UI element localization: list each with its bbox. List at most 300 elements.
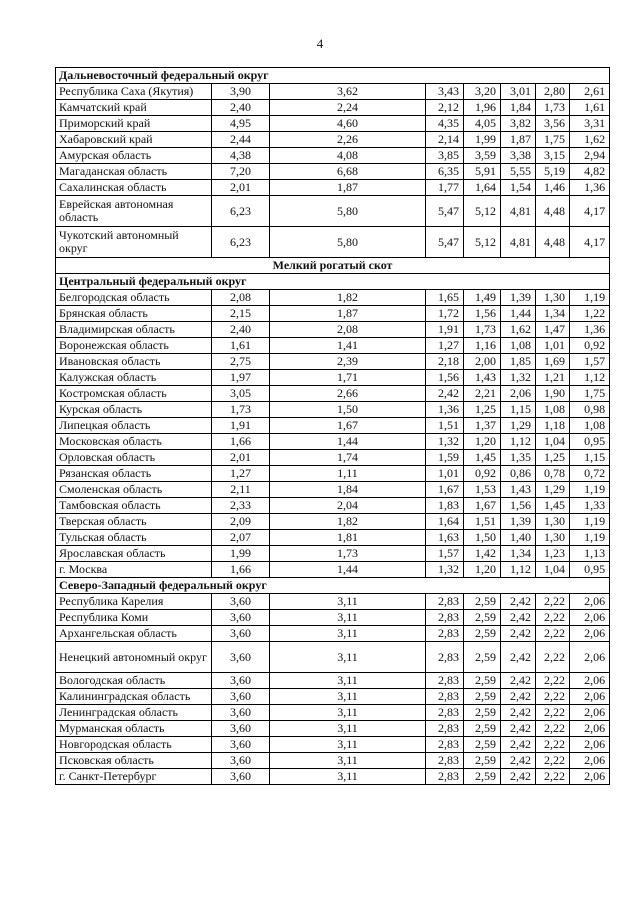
value-cell: 2,06	[570, 737, 610, 753]
value-cell: 2,42	[501, 721, 536, 737]
value-cell: 2,42	[501, 673, 536, 689]
value-cell: 2,59	[464, 769, 501, 785]
value-cell: 1,45	[536, 498, 570, 514]
value-cell: 2,06	[570, 753, 610, 769]
value-cell: 3,11	[270, 594, 426, 610]
table-body	[56, 68, 610, 785]
value-cell: 1,04	[536, 434, 570, 450]
value-cell: 2,83	[426, 737, 464, 753]
region-name: Белгородская область	[56, 290, 212, 306]
value-cell: 1,51	[464, 514, 501, 530]
value-cell: 3,60	[212, 737, 270, 753]
region-name: Воронежская область	[56, 338, 212, 354]
value-cell: 2,80	[536, 84, 570, 100]
value-cell: 5,19	[536, 164, 570, 180]
value-cell: 2,42	[501, 753, 536, 769]
value-cell: 1,08	[501, 338, 536, 354]
region-name: Костромская область	[56, 386, 212, 402]
table-row	[56, 338, 610, 354]
value-cell: 2,18	[426, 354, 464, 370]
value-cell: 1,18	[536, 418, 570, 434]
value-cell: 1,87	[501, 132, 536, 148]
value-cell: 2,22	[536, 689, 570, 705]
value-cell: 1,56	[501, 498, 536, 514]
region-name: г. Санкт-Петербург	[56, 769, 212, 785]
value-cell: 2,59	[464, 673, 501, 689]
value-cell: 2,22	[536, 721, 570, 737]
value-cell: 3,11	[270, 673, 426, 689]
value-cell: 1,47	[536, 322, 570, 338]
section-header-row	[56, 274, 610, 290]
value-cell: 2,06	[570, 769, 610, 785]
section-title: Центральный федеральный округ	[56, 274, 610, 290]
value-cell: 1,99	[212, 546, 270, 562]
value-cell: 1,85	[501, 354, 536, 370]
value-cell: 2,06	[570, 594, 610, 610]
value-cell: 5,47	[426, 196, 464, 227]
table-row	[56, 705, 610, 721]
value-cell: 1,20	[464, 562, 501, 578]
table-row	[56, 626, 610, 642]
value-cell: 1,19	[570, 290, 610, 306]
region-name: г. Москва	[56, 562, 212, 578]
value-cell: 1,11	[270, 466, 426, 482]
value-cell: 2,59	[464, 610, 501, 626]
value-cell: 1,39	[501, 514, 536, 530]
value-cell: 1,73	[464, 322, 501, 338]
value-cell: 2,15	[212, 306, 270, 322]
value-cell: 1,53	[464, 482, 501, 498]
value-cell: 3,11	[270, 769, 426, 785]
table-row	[56, 132, 610, 148]
value-cell: 1,30	[536, 530, 570, 546]
region-name: Смоленская область	[56, 482, 212, 498]
value-cell: 1,23	[536, 546, 570, 562]
table-row	[56, 196, 610, 227]
value-cell: 2,66	[270, 386, 426, 402]
region-name: Ленинградская область	[56, 705, 212, 721]
coefficients-table	[55, 67, 610, 785]
table-row	[56, 290, 610, 306]
value-cell: 2,83	[426, 594, 464, 610]
value-cell: 2,08	[212, 290, 270, 306]
value-cell: 2,59	[464, 594, 501, 610]
region-name: Калининградская область	[56, 689, 212, 705]
value-cell: 2,11	[212, 482, 270, 498]
value-cell: 1,81	[270, 530, 426, 546]
value-cell: 1,90	[536, 386, 570, 402]
value-cell: 1,57	[426, 546, 464, 562]
value-cell: 1,27	[212, 466, 270, 482]
region-name: Республика Карелия	[56, 594, 212, 610]
value-cell: 1,73	[212, 402, 270, 418]
value-cell: 2,22	[536, 753, 570, 769]
value-cell: 1,44	[270, 562, 426, 578]
value-cell: 2,22	[536, 610, 570, 626]
value-cell: 3,11	[270, 705, 426, 721]
value-cell: 4,17	[570, 227, 610, 258]
value-cell: 2,59	[464, 626, 501, 642]
value-cell: 4,81	[501, 227, 536, 258]
value-cell: 2,83	[426, 753, 464, 769]
value-cell: 1,46	[536, 180, 570, 196]
value-cell: 2,22	[536, 737, 570, 753]
value-cell: 1,49	[464, 290, 501, 306]
value-cell: 2,06	[570, 689, 610, 705]
value-cell: 1,13	[570, 546, 610, 562]
value-cell: 2,00	[464, 354, 501, 370]
value-cell: 2,01	[212, 450, 270, 466]
value-cell: 2,12	[426, 100, 464, 116]
value-cell: 4,35	[426, 116, 464, 132]
value-cell: 1,82	[270, 290, 426, 306]
value-cell: 1,43	[501, 482, 536, 498]
value-cell: 1,12	[501, 562, 536, 578]
value-cell: 3,60	[212, 642, 270, 673]
region-name: Орловская область	[56, 450, 212, 466]
value-cell: 1,30	[536, 290, 570, 306]
value-cell: 0,92	[464, 466, 501, 482]
region-name: Ненецкий автономный округ	[56, 642, 212, 673]
value-cell: 3,60	[212, 705, 270, 721]
region-name: Еврейская автономная область	[56, 196, 212, 227]
value-cell: 2,83	[426, 673, 464, 689]
table-row	[56, 514, 610, 530]
value-cell: 3,43	[426, 84, 464, 100]
value-cell: 1,72	[426, 306, 464, 322]
value-cell: 0,86	[501, 466, 536, 482]
value-cell: 1,33	[570, 498, 610, 514]
table-row	[56, 306, 610, 322]
table-row	[56, 546, 610, 562]
value-cell: 1,27	[426, 338, 464, 354]
value-cell: 6,23	[212, 196, 270, 227]
value-cell: 2,22	[536, 594, 570, 610]
value-cell: 2,39	[270, 354, 426, 370]
value-cell: 1,34	[501, 546, 536, 562]
value-cell: 1,36	[570, 322, 610, 338]
value-cell: 1,20	[464, 434, 501, 450]
value-cell: 1,08	[570, 418, 610, 434]
value-cell: 3,90	[212, 84, 270, 100]
table-row	[56, 721, 610, 737]
value-cell: 2,42	[501, 594, 536, 610]
region-name: Тамбовская область	[56, 498, 212, 514]
value-cell: 6,68	[270, 164, 426, 180]
value-cell: 2,14	[426, 132, 464, 148]
value-cell: 2,94	[570, 148, 610, 164]
value-cell: 1,91	[426, 322, 464, 338]
value-cell: 3,11	[270, 753, 426, 769]
table-row	[56, 164, 610, 180]
value-cell: 2,22	[536, 626, 570, 642]
value-cell: 1,84	[501, 100, 536, 116]
value-cell: 2,01	[212, 180, 270, 196]
table-row	[56, 594, 610, 610]
value-cell: 2,59	[464, 642, 501, 673]
value-cell: 4,38	[212, 148, 270, 164]
value-cell: 1,15	[501, 402, 536, 418]
value-cell: 4,82	[570, 164, 610, 180]
region-name: Камчатский край	[56, 100, 212, 116]
value-cell: 1,42	[464, 546, 501, 562]
table-row	[56, 354, 610, 370]
value-cell: 3,05	[212, 386, 270, 402]
value-cell: 4,95	[212, 116, 270, 132]
region-name: Рязанская область	[56, 466, 212, 482]
value-cell: 2,83	[426, 705, 464, 721]
region-name: Брянская область	[56, 306, 212, 322]
value-cell: 1,67	[426, 482, 464, 498]
region-name: Московская область	[56, 434, 212, 450]
value-cell: 1,54	[501, 180, 536, 196]
value-cell: 6,23	[212, 227, 270, 258]
value-cell: 3,31	[570, 116, 610, 132]
region-name: Мурманская область	[56, 721, 212, 737]
value-cell: 1,96	[464, 100, 501, 116]
value-cell: 2,06	[501, 386, 536, 402]
table-row	[56, 753, 610, 769]
section-title: Северо-Западный федеральный округ	[56, 578, 610, 594]
value-cell: 1,83	[426, 498, 464, 514]
value-cell: 2,22	[536, 642, 570, 673]
value-cell: 1,75	[536, 132, 570, 148]
value-cell: 2,06	[570, 642, 610, 673]
value-cell: 3,01	[501, 84, 536, 100]
value-cell: 1,43	[464, 370, 501, 386]
value-cell: 1,22	[570, 306, 610, 322]
value-cell: 2,59	[464, 753, 501, 769]
value-cell: 1,77	[426, 180, 464, 196]
value-cell: 2,83	[426, 769, 464, 785]
value-cell: 1,87	[270, 180, 426, 196]
value-cell: 1,61	[570, 100, 610, 116]
value-cell: 1,62	[570, 132, 610, 148]
value-cell: 2,24	[270, 100, 426, 116]
region-name: Липецкая область	[56, 418, 212, 434]
value-cell: 1,75	[570, 386, 610, 402]
region-name: Хабаровский край	[56, 132, 212, 148]
region-name: Калужская область	[56, 370, 212, 386]
value-cell: 1,32	[426, 562, 464, 578]
region-name: Амурская область	[56, 148, 212, 164]
value-cell: 1,71	[270, 370, 426, 386]
section-header-row	[56, 68, 610, 84]
value-cell: 1,15	[570, 450, 610, 466]
table-row	[56, 642, 610, 673]
value-cell: 2,33	[212, 498, 270, 514]
value-cell: 5,91	[464, 164, 501, 180]
value-cell: 2,09	[212, 514, 270, 530]
value-cell: 2,06	[570, 705, 610, 721]
value-cell: 2,42	[501, 705, 536, 721]
value-cell: 1,87	[270, 306, 426, 322]
table-row	[56, 737, 610, 753]
table-row	[56, 148, 610, 164]
table-row	[56, 180, 610, 196]
value-cell: 5,47	[426, 227, 464, 258]
value-cell: 1,12	[501, 434, 536, 450]
value-cell: 1,50	[464, 530, 501, 546]
value-cell: 3,60	[212, 594, 270, 610]
value-cell: 1,41	[270, 338, 426, 354]
page-number: 4	[316, 36, 324, 51]
value-cell: 3,60	[212, 689, 270, 705]
table-row	[56, 769, 610, 785]
value-cell: 2,40	[212, 322, 270, 338]
value-cell: 1,25	[536, 450, 570, 466]
value-cell: 3,60	[212, 753, 270, 769]
value-cell: 3,60	[212, 626, 270, 642]
value-cell: 2,42	[426, 386, 464, 402]
table-row	[56, 84, 610, 100]
value-cell: 2,21	[464, 386, 501, 402]
table-row	[56, 322, 610, 338]
value-cell: 1,62	[501, 322, 536, 338]
value-cell: 3,11	[270, 689, 426, 705]
value-cell: 2,04	[270, 498, 426, 514]
value-cell: 1,01	[426, 466, 464, 482]
value-cell: 2,44	[212, 132, 270, 148]
table-row	[56, 386, 610, 402]
value-cell: 4,05	[464, 116, 501, 132]
value-cell: 2,83	[426, 721, 464, 737]
value-cell: 3,82	[501, 116, 536, 132]
value-cell: 4,60	[270, 116, 426, 132]
table-row	[56, 530, 610, 546]
value-cell: 1,29	[536, 482, 570, 498]
value-cell: 3,85	[426, 148, 464, 164]
value-cell: 1,56	[464, 306, 501, 322]
value-cell: 1,01	[536, 338, 570, 354]
value-cell: 1,67	[270, 418, 426, 434]
value-cell: 1,30	[536, 514, 570, 530]
value-cell: 5,55	[501, 164, 536, 180]
category-title: Мелкий рогатый скот	[56, 258, 610, 274]
value-cell: 1,44	[501, 306, 536, 322]
region-name: Ивановская область	[56, 354, 212, 370]
value-cell: 3,11	[270, 626, 426, 642]
value-cell: 2,42	[501, 642, 536, 673]
region-name: Республика Саха (Якутия)	[56, 84, 212, 100]
section-title: Дальневосточный федеральный округ	[56, 68, 610, 84]
value-cell: 1,32	[501, 370, 536, 386]
value-cell: 1,19	[570, 530, 610, 546]
value-cell: 2,61	[570, 84, 610, 100]
value-cell: 1,45	[464, 450, 501, 466]
value-cell: 2,42	[501, 769, 536, 785]
value-cell: 4,81	[501, 196, 536, 227]
value-cell: 1,61	[212, 338, 270, 354]
value-cell: 1,69	[536, 354, 570, 370]
value-cell: 2,42	[501, 689, 536, 705]
value-cell: 1,66	[212, 562, 270, 578]
value-cell: 4,48	[536, 196, 570, 227]
value-cell: 1,51	[426, 418, 464, 434]
value-cell: 2,59	[464, 737, 501, 753]
value-cell: 1,91	[212, 418, 270, 434]
value-cell: 2,42	[501, 626, 536, 642]
value-cell: 1,44	[270, 434, 426, 450]
region-name: Новгородская область	[56, 737, 212, 753]
value-cell: 2,06	[570, 673, 610, 689]
value-cell: 2,59	[464, 689, 501, 705]
table-row	[56, 450, 610, 466]
table-row	[56, 610, 610, 626]
value-cell: 2,83	[426, 689, 464, 705]
value-cell: 2,07	[212, 530, 270, 546]
value-cell: 3,38	[501, 148, 536, 164]
value-cell: 3,11	[270, 610, 426, 626]
value-cell: 5,12	[464, 196, 501, 227]
value-cell: 2,06	[570, 626, 610, 642]
table-row	[56, 100, 610, 116]
value-cell: 2,83	[426, 610, 464, 626]
value-cell: 3,60	[212, 610, 270, 626]
value-cell: 2,59	[464, 721, 501, 737]
value-cell: 5,80	[270, 196, 426, 227]
region-name: Республика Коми	[56, 610, 212, 626]
region-name: Чукотский автономный округ	[56, 227, 212, 258]
value-cell: 5,12	[464, 227, 501, 258]
value-cell: 1,08	[536, 402, 570, 418]
value-cell: 2,22	[536, 705, 570, 721]
value-cell: 1,82	[270, 514, 426, 530]
value-cell: 1,59	[426, 450, 464, 466]
value-cell: 2,42	[501, 610, 536, 626]
value-cell: 7,20	[212, 164, 270, 180]
value-cell: 3,60	[212, 769, 270, 785]
value-cell: 3,20	[464, 84, 501, 100]
value-cell: 3,60	[212, 673, 270, 689]
value-cell: 3,11	[270, 642, 426, 673]
table-row	[56, 482, 610, 498]
value-cell: 0,72	[570, 466, 610, 482]
table-row	[56, 418, 610, 434]
table-row	[56, 466, 610, 482]
value-cell: 0,78	[536, 466, 570, 482]
value-cell: 2,22	[536, 769, 570, 785]
value-cell: 2,40	[212, 100, 270, 116]
value-cell: 1,39	[501, 290, 536, 306]
value-cell: 1,65	[426, 290, 464, 306]
section-header-row	[56, 578, 610, 594]
region-name: Псковская область	[56, 753, 212, 769]
value-cell: 1,19	[570, 514, 610, 530]
region-name: Курская область	[56, 402, 212, 418]
region-name: Тульская область	[56, 530, 212, 546]
value-cell: 3,60	[212, 721, 270, 737]
value-cell: 1,16	[464, 338, 501, 354]
value-cell: 1,37	[464, 418, 501, 434]
value-cell: 1,04	[536, 562, 570, 578]
value-cell: 3,15	[536, 148, 570, 164]
value-cell: 5,80	[270, 227, 426, 258]
value-cell: 2,26	[270, 132, 426, 148]
value-cell: 1,50	[270, 402, 426, 418]
region-name: Ярославская область	[56, 546, 212, 562]
value-cell: 2,42	[501, 737, 536, 753]
value-cell: 1,29	[501, 418, 536, 434]
table-row	[56, 370, 610, 386]
value-cell: 1,40	[501, 530, 536, 546]
value-cell: 4,17	[570, 196, 610, 227]
value-cell: 2,83	[426, 626, 464, 642]
value-cell: 1,21	[536, 370, 570, 386]
value-cell: 2,59	[464, 705, 501, 721]
value-cell: 2,08	[270, 322, 426, 338]
value-cell: 0,95	[570, 434, 610, 450]
